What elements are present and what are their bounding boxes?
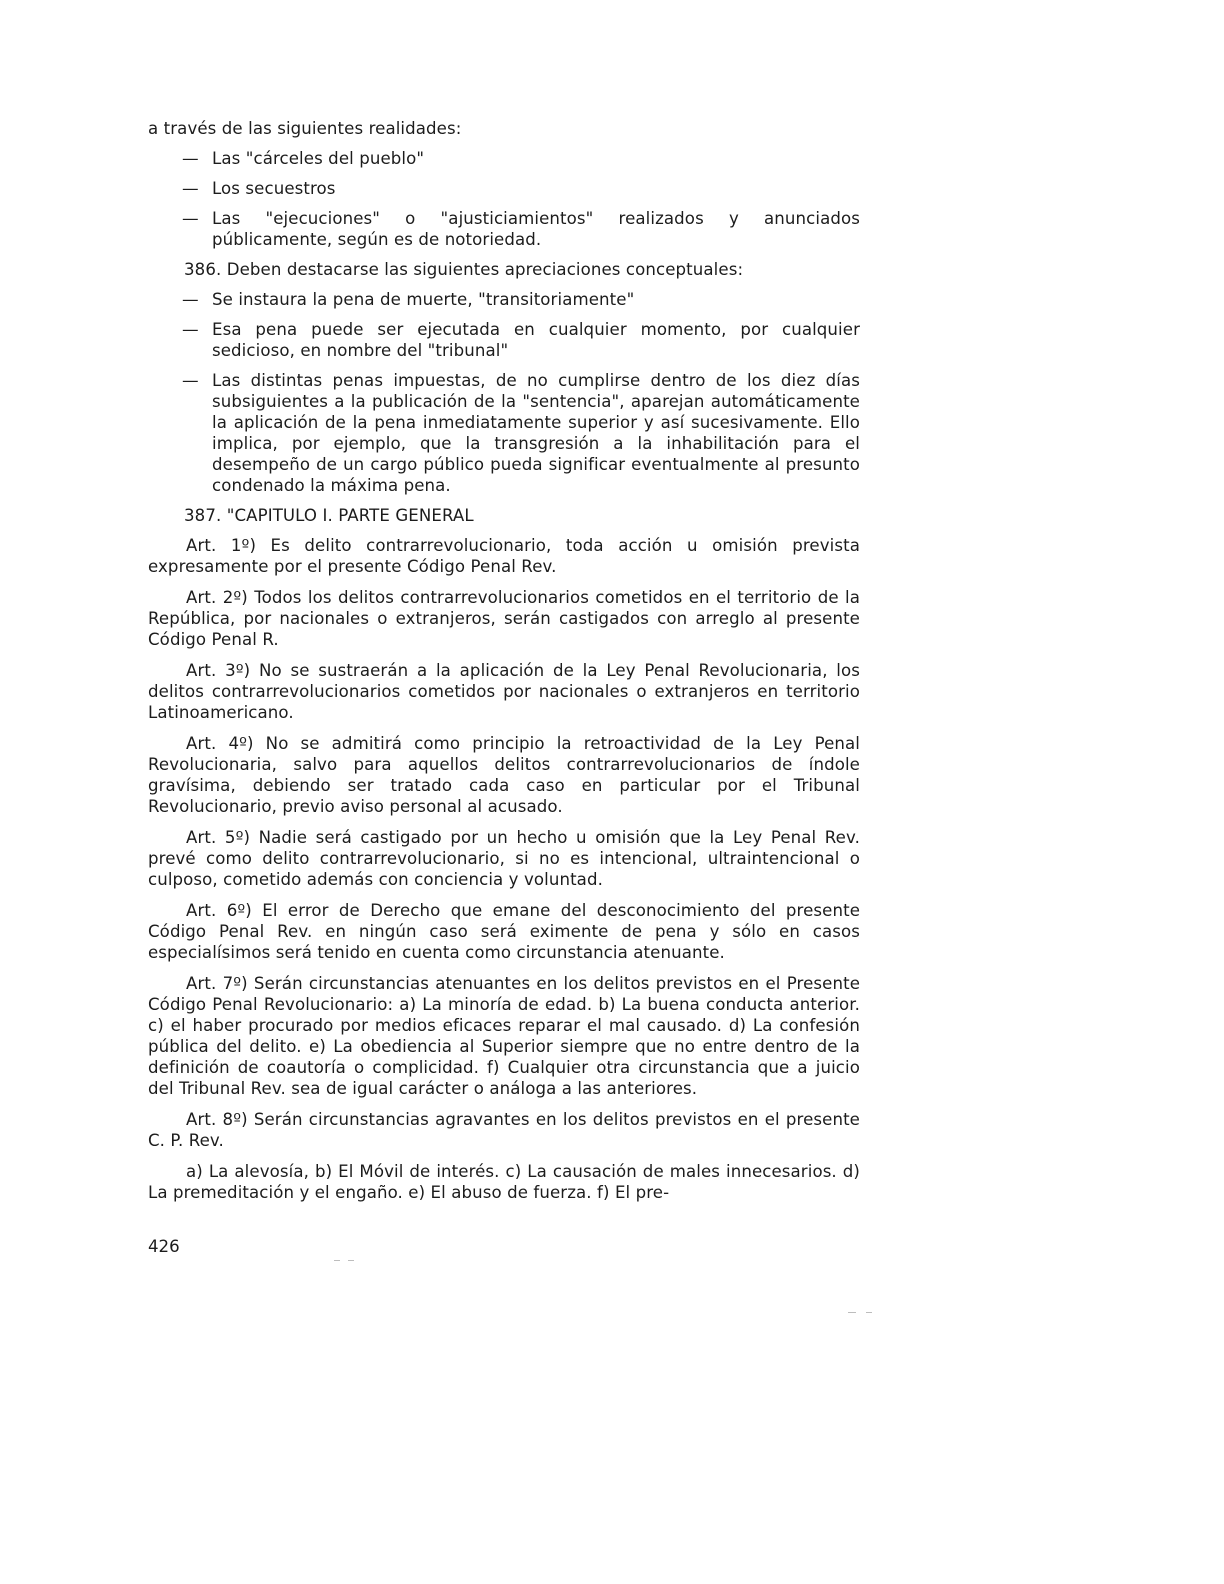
article-8: Art. 8º) Serán circunstancias agravantes en los delitos previstos en el presente C. P. Rev. — [148, 1110, 860, 1150]
article-5: Art. 5º) Nadie será castigado por un hecho u omisión que la Ley Penal Rev. prevé como delito contrarrevolucionario, si no es intencional, ultraintencional o culposo, cometido además con conciencia y voluntad. — [148, 828, 860, 889]
realities-list — [148, 148, 860, 250]
list-item-text: Se instaura la pena de muerte, "transitoriamente" — [212, 290, 635, 309]
scan-speck — [866, 1312, 872, 1313]
intro-line: a través de las siguientes realidades: — [148, 119, 462, 138]
list-item — [182, 370, 860, 496]
list-item — [182, 178, 860, 199]
list-item — [182, 289, 860, 310]
document-page — [148, 118, 860, 1213]
conceptual-list — [148, 289, 860, 496]
dash-mark: — — [182, 320, 199, 339]
list-item-text: Las "cárceles del pueblo" — [212, 149, 425, 168]
article-7: Art. 7º) Serán circunstancias atenuantes en los delitos previstos en el Presente Código Penal Revolucionario: a) La minoría de edad. b) La buena conducta anterior. c) el haber procurado por medios eficaces reparar el mal causado. d) La confesión pública del delito. e) La obediencia al Superior siempre que no entre dentro de la definición de coautoría o complicidad. f) Cualquier otra circunstancia que a juicio del Tribunal Rev. sea de igual carácter o análoga a las anteriores. — [148, 974, 860, 1098]
article-3: Art. 3º) No se sustraerán a la aplicación de la Ley Penal Revolucionaria, los delitos contrarrevolucionarios cometidos por nacionales o extranjeros en territorio Latinoamericano. — [148, 661, 860, 722]
article-6: Art. 6º) El error de Derecho que emane del desconocimiento del presente Código Penal Rev. en ningún caso será eximente de pena y sólo en casos especialísimos será tenido en cuenta como circunstancia atenuante. — [148, 901, 860, 962]
paragraph-386: 386. Deben destacarse las siguientes apreciaciones conceptuales: — [184, 260, 744, 279]
list-item-text: Las distintas penas impuestas, de no cumplirse dentro de los diez días subsiguientes a la publicación de la "sentencia", aparejan automáticamente la aplicación de la pena inmediatamente superior y así sucesivamente. Ello implica, por ejemplo, que la transgresión a la inhabilitación para el desempeño de un cargo público pueda significar eventualmente al presunto condenado la máxima pena. — [212, 371, 860, 495]
list-item — [182, 208, 860, 250]
article-8-list: a) La alevosía, b) El Móvil de interés. c) La causación de males innecesarios. d) La premeditación y el engaño. e) El abuso de fuerza. f) El pre- — [148, 1162, 860, 1202]
list-item-text: Las "ejecuciones" o "ajusticiamientos" realizados y anunciados públicamente, según es de notoriedad. — [212, 209, 860, 249]
dash-mark: — — [182, 179, 199, 198]
article-1: Art. 1º) Es delito contrarrevolucionario, toda acción u omisión prevista expresamente por el presente Código Penal Rev. — [148, 536, 860, 576]
article-2: Art. 2º) Todos los delitos contrarrevolucionarios cometidos en el territorio de la República, por nacionales o extranjeros, serán castigados con arreglo al presente Código Penal R. — [148, 588, 860, 649]
list-item-text: Los secuestros — [212, 179, 336, 198]
scan-speck — [334, 1260, 340, 1261]
list-item-text: Esa pena puede ser ejecutada en cualquier momento, por cualquier sedicioso, en nombre del "tribunal" — [212, 320, 860, 360]
list-item — [182, 148, 860, 169]
list-item — [182, 319, 860, 361]
page-number: 426 — [148, 1237, 180, 1256]
dash-mark: — — [182, 290, 199, 309]
dash-mark: — — [182, 371, 199, 390]
dash-mark: — — [182, 149, 199, 168]
paragraph-387-heading: 387. "CAPITULO I. PARTE GENERAL — [184, 506, 474, 525]
dash-mark: — — [182, 209, 199, 228]
scan-speck — [348, 1260, 354, 1261]
scan-speck — [848, 1312, 856, 1313]
article-4: Art. 4º) No se admitirá como principio la retroactividad de la Ley Penal Revolucionaria, salvo para aquellos delitos contrarrevolucionarios de índole gravísima, debiendo ser tratado cada caso en particular por el Tribunal Revolucionario, previo aviso personal al acusado. — [148, 734, 860, 816]
